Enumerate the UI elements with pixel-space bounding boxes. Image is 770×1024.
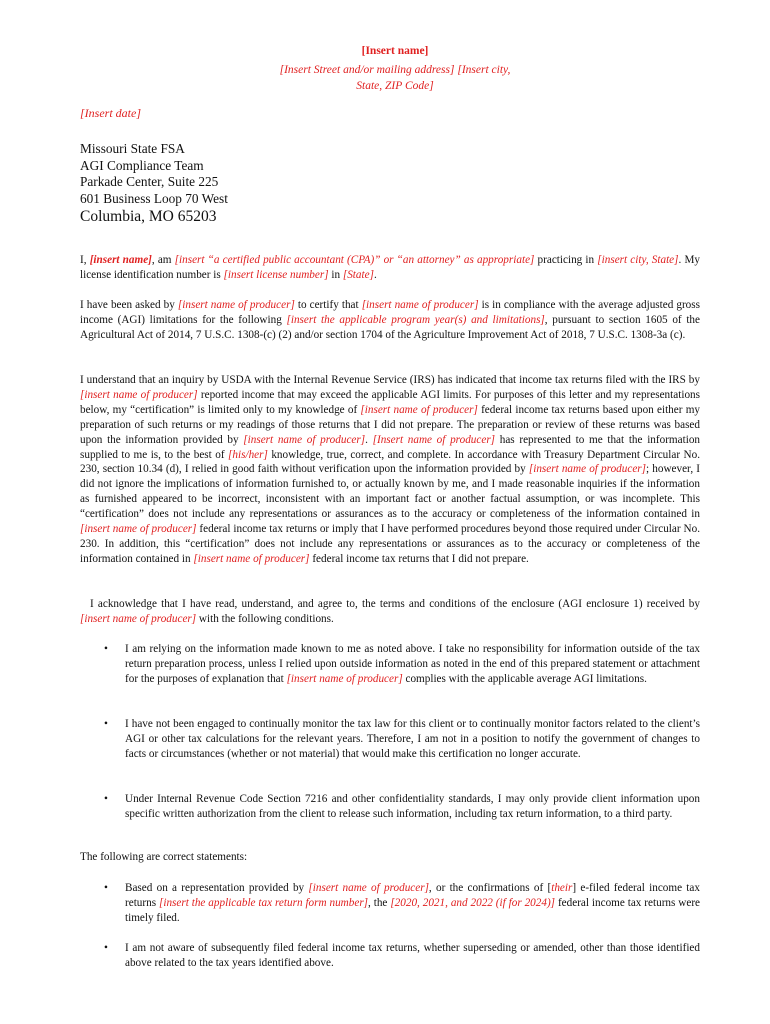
sender-address-line2: State, ZIP Code] xyxy=(356,80,434,92)
recipient-line5: Columbia, MO 65203 xyxy=(80,208,217,225)
producer-placeholder: [insert name of producer] xyxy=(177,299,295,311)
producer-placeholder: [insert name of producer] xyxy=(80,612,197,625)
text: I have not been engaged to continually monitor the tax law for this client or to continually monitor factors related to the client’s AGI or other tax calculations for the relevant years. Therefore, I am not in a position to notify the government of changes to facts or circumstances (whether or not material) that would make this certification no longer accurate. xyxy=(125,718,700,760)
city-state-placeholder: [insert city, State] xyxy=(597,254,679,266)
sender-name-placeholder: [Insert name] xyxy=(361,45,429,57)
text: Based on a representation provided by xyxy=(125,882,309,894)
condition-item xyxy=(125,792,700,822)
text: , or the confirmations of [ xyxy=(428,882,552,894)
bullet-icon: • xyxy=(104,718,108,730)
text: . My license identification number is xyxy=(80,254,700,281)
bullet-icon: • xyxy=(104,793,108,805)
text: complies with the applicable average AGI limitations. xyxy=(402,672,647,685)
text: knowledge, true, correct, and complete. In accordance with Treasury Department Circular No. 230, section 10.34 (d), I relied in good faith without verification upon the information provided by xyxy=(80,448,700,476)
text: federal income tax returns based upon either my preparation of such returns or my readings of those returns that I did not prepare. The preparation or review of these returns was based upon the information provided by xyxy=(80,403,700,446)
text: has represented to me that the information supplied to me is, to the best of xyxy=(80,433,701,461)
recipient-line3: Parkade Center, Suite 225 xyxy=(80,174,219,189)
statements-heading: The following are correct statements: xyxy=(80,851,248,863)
recipient-line2: AGI Compliance Team xyxy=(80,157,204,173)
text: federal income tax returns that I did not prepare. xyxy=(309,552,529,565)
name-placeholder: [insert name] xyxy=(89,254,152,266)
condition-item xyxy=(125,717,700,762)
paragraph-understanding xyxy=(80,373,700,567)
pronoun-placeholder: their xyxy=(551,882,573,894)
producer-placeholder: [insert name of producer] xyxy=(243,433,366,446)
text: is in compliance with the average adjusted gross income (AGI) limitations for the following xyxy=(80,299,700,326)
text: I acknowledge that I have read, understand, and agree to, the terms and conditions of the enclosure (AGI enclosure 1) received by xyxy=(90,598,700,610)
text: , pursuant to section 1605 of the Agricultural Act of 2014, 7 U.S.C. 1308-(c) (2) and/or section 1704 of the Agriculture Improvement Act of 2018, 7 U.S.C. 1308-3a (c). xyxy=(80,313,700,341)
producer-placeholder: [insert name of producer] xyxy=(80,523,197,536)
paragraph-identity xyxy=(80,253,700,283)
text: I understand that an inquiry by USDA with the Internal Revenue Service (IRS) has indicated that income tax returns filed with the IRS by xyxy=(80,374,700,386)
text: reported income that may exceed the applicable AGI limits. For purposes of this letter and my representations below, my “certification” is limited only to my knowledge of xyxy=(80,388,700,416)
text: I am relying on the information made known to me as noted above. I take no responsibility for information outside of the tax return preparation process, unless I relied upon outside information as noted in the end of this prepared statement or attachment for the purposes of explanation that xyxy=(125,643,700,685)
text: I am not aware of subsequently filed federal income tax returns, whether superseding or amended, other than those identified above related to the tax years identified above. xyxy=(125,942,700,969)
statement-item xyxy=(125,941,700,971)
recipient-line1: Missouri State FSA xyxy=(80,141,185,156)
bullet-icon: • xyxy=(104,643,108,655)
producer-placeholder: [insert name of producer] xyxy=(308,882,429,894)
producer-placeholder: [insert name of producer] xyxy=(193,552,310,565)
producer-placeholder: [insert name of producer] xyxy=(361,299,479,311)
date-placeholder: [Insert date] xyxy=(80,106,141,120)
paragraph-acknowledge xyxy=(80,597,700,627)
recipient-line4: 601 Business Loop 70 West xyxy=(80,190,228,206)
text: federal income tax returns or imply that I have performed procedures beyond those required under Circular No. 230. In addition, this “certification” does not include any representations or assurances as to the accuracy or completeness of the information contained in xyxy=(80,523,701,565)
license-number-placeholder: [insert license number] xyxy=(223,268,329,281)
program-years-placeholder: [insert the applicable program year(s) and limitations] xyxy=(286,313,545,326)
bullet-icon: • xyxy=(104,942,108,954)
paragraph-certify xyxy=(80,298,700,343)
text: ] e-filed federal income tax returns xyxy=(125,882,700,909)
text: in xyxy=(328,268,343,281)
text: federal income tax returns were timely filed. xyxy=(125,896,701,924)
producer-placeholder: [insert name of producer] xyxy=(528,463,647,476)
years-placeholder: [2020, 2021, and 2022 (if for 2024)] xyxy=(390,896,556,909)
producer-placeholder: [insert name of producer] xyxy=(80,388,198,401)
text: practicing in xyxy=(534,254,598,266)
text: , am xyxy=(151,254,175,266)
statement-item xyxy=(125,881,700,926)
text: . xyxy=(373,268,377,281)
condition-item xyxy=(125,642,700,687)
text: to certify that xyxy=(294,299,362,311)
text: . xyxy=(365,433,373,446)
pronoun-placeholder: [his/her] xyxy=(228,448,268,461)
producer-placeholder: [Insert name of producer] xyxy=(372,433,496,446)
text: , the xyxy=(368,896,391,909)
producer-placeholder: [insert name of producer] xyxy=(360,403,478,416)
text: Under Internal Revenue Code Section 7216 and other confidentiality standards, I may only provide client information upon specific written authorization from the client to release such information, including tax return information, to a third party. xyxy=(125,793,700,820)
text: with the following conditions. xyxy=(196,612,334,625)
producer-placeholder: [insert name of producer] xyxy=(286,672,403,685)
profession-placeholder: [insert “a certified public accountant (CPA)” or “an attorney” as appropriate] xyxy=(174,254,535,266)
text: I, xyxy=(80,254,90,266)
bullet-icon: • xyxy=(104,882,108,894)
text: I have been asked by xyxy=(80,299,178,311)
state-placeholder: [State] xyxy=(342,268,374,281)
sender-address-placeholder xyxy=(0,62,770,94)
text: ; however, I did not ignore the implications of information furnished to, or actually known by me, and I made reasonable inquiries if the information as furnished appeared to be incorrect, inconsistent with an important fact or another factual assumption, or was incomplete. This “certification” does not include any representations or assurances as to the accuracy or completeness of the information contained in xyxy=(80,463,700,521)
tax-form-placeholder: [insert the applicable tax return form number] xyxy=(158,896,369,909)
sender-address-line1: [Insert Street and/or mailing address] [Insert city, xyxy=(279,64,511,76)
recipient-address xyxy=(80,141,228,227)
